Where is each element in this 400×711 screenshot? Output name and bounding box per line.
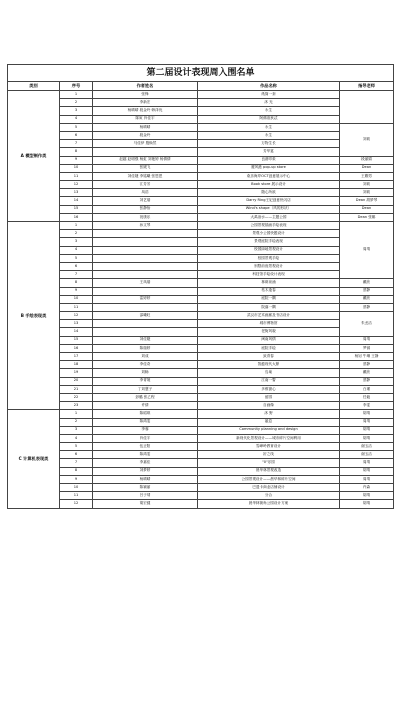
number-cell: 8 — [60, 467, 93, 475]
author-cell: 彭璐 张乙程 — [93, 393, 198, 401]
author-cell: 丁刘慧子 — [93, 385, 198, 393]
work-cell: 武汉市艺术画廊及书店设计 — [198, 312, 340, 320]
teacher-cell: 胡靖 — [340, 426, 394, 434]
author-cell: 雷婷婷 — [93, 295, 198, 303]
number-cell: 9 — [60, 156, 93, 164]
author-cell: 张媛飞 — [93, 164, 198, 172]
teacher-cell: 许森 — [340, 484, 394, 492]
number-cell: 2 — [60, 418, 93, 426]
work-cell: 随心所欲 — [198, 189, 340, 197]
table-row — [8, 426, 394, 434]
author-cell: 刘梦婷 — [93, 467, 198, 475]
table-row — [8, 418, 394, 426]
author-cell: 杨晴晴 — [93, 123, 198, 131]
table-row — [8, 295, 394, 303]
author-cell — [93, 271, 198, 279]
teacher-cell: 戴欣 — [340, 295, 394, 303]
number-cell: 15 — [60, 336, 93, 344]
work-cell: 大禹治水——主题公园 — [198, 213, 340, 221]
number-cell: 4 — [60, 434, 93, 442]
work-cell: 永生 — [198, 123, 340, 131]
teacher-cell: 周靖 — [340, 418, 394, 426]
work-cell: 沐 光 — [198, 99, 340, 107]
number-cell: 4 — [60, 246, 93, 254]
number-cell: 7 — [60, 140, 93, 148]
work-cell: Darry Ring王妃创意快闪店 — [198, 197, 340, 205]
table-row — [8, 377, 394, 385]
title-row — [8, 65, 394, 82]
teacher-cell: 胡靖 — [340, 492, 394, 500]
author-cell: 王凤瑞 — [93, 279, 198, 287]
table-row — [8, 492, 394, 500]
teacher-cell: 周靖 — [340, 336, 394, 344]
teacher-cell: 蔡静 — [340, 287, 394, 295]
number-cell: 16 — [60, 344, 93, 352]
number-cell: 5 — [60, 254, 93, 262]
author-cell: 刘艺瑞 — [93, 197, 198, 205]
work-cell: 多维窗心 — [198, 385, 340, 393]
work-cell: 岛巢 — [198, 369, 340, 377]
author-cell — [93, 320, 198, 328]
teacher-cell: 周靖 — [340, 222, 394, 279]
author-cell: 陈颖丽 — [93, 484, 198, 492]
table-row — [8, 443, 394, 451]
table-row — [8, 115, 394, 123]
teacher-cell: 胡靖 — [340, 410, 394, 418]
table-row — [8, 172, 394, 180]
teacher-cell: 胡靖 — [340, 467, 394, 475]
author-cell — [93, 287, 198, 295]
table-row — [8, 500, 394, 508]
teacher-cell: 周靖 — [340, 475, 394, 483]
author-cell — [93, 328, 198, 336]
table-row — [8, 189, 394, 197]
number-cell: 2 — [60, 99, 93, 107]
work-cell: 晨华林景观改造 — [198, 467, 340, 475]
work-cell: 闽南风情 — [198, 336, 340, 344]
number-cell: 3 — [60, 107, 93, 115]
work-cell: 雪峰岭教育设计 — [198, 443, 340, 451]
number-cell: 1 — [60, 91, 93, 99]
number-cell: 17 — [60, 353, 93, 361]
header-teacher: 指导老师 — [340, 82, 394, 91]
work-cell: 折之线 — [198, 451, 340, 459]
number-cell: 12 — [60, 181, 93, 189]
header-row — [8, 82, 394, 91]
author-cell: 胡宏健 — [93, 500, 198, 508]
teacher-cell: 蔡静 — [340, 361, 394, 369]
author-cell: 李蓉 — [93, 426, 198, 434]
table-row — [8, 197, 394, 205]
table-row — [8, 156, 394, 164]
teacher-cell: 李雯 — [340, 402, 394, 410]
table-row — [8, 213, 394, 221]
number-cell: 4 — [60, 115, 93, 123]
teacher-cell: 刘莉 — [340, 189, 394, 197]
table-row — [8, 99, 394, 107]
author-cell: 马佳伊 殷焕然 — [93, 140, 198, 148]
work-cell: 晨华林街角公园设计方案 — [198, 500, 340, 508]
work-cell: 别墅前庭景观设计 — [198, 262, 340, 270]
author-cell: 许倩 — [93, 402, 198, 410]
number-cell: 23 — [60, 402, 93, 410]
table-row — [8, 451, 394, 459]
table-row — [8, 344, 394, 352]
number-cell: 3 — [60, 238, 93, 246]
number-cell: 12 — [60, 312, 93, 320]
author-cell — [93, 238, 198, 246]
table-row — [8, 369, 394, 377]
table-row — [8, 262, 394, 270]
teacher-cell: 朱丢洁 — [340, 312, 394, 337]
number-cell: 12 — [60, 500, 93, 508]
work-cell: 庭院一隅 — [198, 295, 340, 303]
work-cell: 庭院手绘 — [198, 344, 340, 352]
teacher-cell: 蔡静 — [340, 377, 394, 385]
work-cell: 永生 — [198, 131, 340, 139]
teacher-cell: 王殿男 — [340, 172, 394, 180]
work-cell: 致青春 — [198, 353, 340, 361]
work-cell: Book store 展示设计 — [198, 181, 340, 189]
table-row — [8, 361, 394, 369]
author-cell: 李佳奇 — [93, 361, 198, 369]
table-row — [8, 279, 394, 287]
number-cell: 9 — [60, 475, 93, 483]
table-row — [8, 148, 394, 156]
work-cell: "0"乐园 — [198, 459, 340, 467]
number-cell: 7 — [60, 271, 93, 279]
number-cell: 11 — [60, 172, 93, 180]
number-cell: 13 — [60, 189, 93, 197]
number-cell: 10 — [60, 164, 93, 172]
author-cell: 李青境 — [93, 377, 198, 385]
number-cell: 14 — [60, 328, 93, 336]
work-cell: 阿佛洛狄忒 — [198, 115, 340, 123]
category-cell: C 计算机表现类 — [8, 410, 60, 508]
shortlist-document — [7, 64, 393, 509]
teacher-cell: Dean — [340, 164, 394, 172]
work-cell: 万物生长 — [198, 140, 340, 148]
teacher-cell: 周靖 — [340, 459, 394, 467]
number-cell: 15 — [60, 205, 93, 213]
author-cell: 孙文琴 — [93, 222, 198, 230]
shortlist-table — [7, 64, 394, 509]
table-row — [8, 484, 394, 492]
author-cell: 陈鸿雯 — [93, 418, 198, 426]
table-row — [8, 434, 394, 442]
author-cell — [93, 303, 198, 311]
table-row — [8, 238, 394, 246]
author-cell: 李嘉佳 — [93, 459, 198, 467]
table-row — [8, 271, 394, 279]
work-cell: 江南一瞥 — [198, 377, 340, 385]
number-cell: 1 — [60, 222, 93, 230]
number-cell: 6 — [60, 451, 93, 459]
author-cell — [93, 230, 198, 238]
table-row — [8, 475, 394, 483]
table-row — [8, 287, 394, 295]
table-row — [8, 131, 394, 139]
author-cell: 李新宏 — [93, 99, 198, 107]
category-cell: B 手绘表现类 — [8, 222, 60, 410]
table-body — [8, 91, 394, 509]
table-row — [8, 91, 394, 99]
author-cell: 伍正阳 — [93, 443, 198, 451]
teacher-cell: 戴欣 — [340, 279, 394, 287]
work-cell: 景观庭院手绘表现 — [198, 238, 340, 246]
work-cell: 智蕴现代大厦 — [198, 361, 340, 369]
table-row — [8, 328, 394, 336]
table-row — [8, 467, 394, 475]
teacher-cell: 杨钊 牛琳 王静 — [340, 353, 394, 361]
author-cell: 陈鸿雯 — [93, 451, 198, 459]
number-cell: 11 — [60, 303, 93, 311]
author-cell: 刘畅 — [93, 369, 198, 377]
author-cell: 陈寅 肖佳宇 — [93, 115, 198, 123]
work-cell: 校园绿地景观设计 — [198, 246, 340, 254]
number-cell: 8 — [60, 279, 93, 287]
work-cell: 老街风貌 — [198, 328, 340, 336]
author-cell: 杨晴晴 段金玲 韩泽优 — [93, 107, 198, 115]
author-cell: 江芳芳 — [93, 181, 198, 189]
work-cell: 芳华宴 — [198, 148, 340, 156]
teacher-cell: 段丽娟 — [340, 156, 394, 164]
header-work: 作品名称 — [198, 82, 340, 91]
work-cell: 永生 — [198, 107, 340, 115]
author-cell: 肖佳宇 — [93, 434, 198, 442]
number-cell: 11 — [60, 492, 93, 500]
table-row — [8, 385, 394, 393]
number-cell: 8 — [60, 148, 93, 156]
table-row — [8, 164, 394, 172]
author-cell: 陈瑞婷 — [93, 344, 198, 352]
work-cell: 景观小公园快题设计 — [198, 230, 340, 238]
work-cell: 公园景观设计——晨华林碎片空间 — [198, 475, 340, 483]
author-cell: 陈昭琪 — [93, 410, 198, 418]
number-cell: 5 — [60, 123, 93, 131]
work-cell: 巴遗卡商业店铺设计 — [198, 484, 340, 492]
work-cell: 林荫泉涌 — [198, 279, 340, 287]
work-cell: 院落一隅 — [198, 303, 340, 311]
number-cell: 6 — [60, 131, 93, 139]
work-cell: Wind's shape（风的形状） — [198, 205, 340, 213]
table-row — [8, 393, 394, 401]
number-cell: 21 — [60, 385, 93, 393]
table-row — [8, 222, 394, 230]
teacher-cell: Dean — [340, 205, 394, 213]
work-cell: 分合 — [198, 492, 340, 500]
teacher-cell: 谢玉洁 — [340, 451, 394, 459]
table-row — [8, 205, 394, 213]
work-cell: 城市博物馆 — [198, 320, 340, 328]
teacher-cell: 刘莉 — [340, 123, 394, 156]
header-number: 序号 — [60, 82, 93, 91]
category-cell: A 模型制作类 — [8, 91, 60, 222]
author-cell — [93, 254, 198, 262]
table-row — [8, 140, 394, 148]
work-cell: 新现代化景观设计——城市碎片空间利用 — [198, 434, 340, 442]
table-row — [8, 353, 394, 361]
work-cell: 沐 野 — [198, 410, 340, 418]
number-cell: 14 — [60, 197, 93, 205]
author-cell: 凤浩 — [93, 189, 198, 197]
author-cell: 刘佳婕 李铭曦 张恩恩 — [93, 172, 198, 180]
teacher-cell: Dean 胡梦琴 — [340, 197, 394, 205]
work-cell: 枯木逢春 — [198, 287, 340, 295]
work-cell: 良渚印象 — [198, 156, 340, 164]
number-cell: 6 — [60, 262, 93, 270]
number-cell: 18 — [60, 361, 93, 369]
table-row — [8, 123, 394, 131]
number-cell: 22 — [60, 393, 93, 401]
teacher-cell — [340, 91, 394, 124]
teacher-cell: 胡靖 — [340, 434, 394, 442]
number-cell: 13 — [60, 320, 93, 328]
number-cell: 10 — [60, 295, 93, 303]
teacher-cell: 刘莉 — [340, 181, 394, 189]
teacher-cell: 胡靖 — [340, 500, 394, 508]
table-row — [8, 246, 394, 254]
author-cell: 赵越 赵明强 杨虹 刘艳婷 杨倩倩 — [93, 156, 198, 164]
work-cell: 纸筒一套 — [198, 91, 340, 99]
teacher-cell: 戴欣 — [340, 369, 394, 377]
author-cell: 张静怡 — [93, 205, 198, 213]
author-cell: 杨晴晴 — [93, 475, 198, 483]
author-cell: 段金玲 — [93, 131, 198, 139]
work-cell: Community planning and design — [198, 426, 340, 434]
table-row — [8, 312, 394, 320]
number-cell: 20 — [60, 377, 93, 385]
author-cell — [93, 246, 198, 254]
table-row — [8, 303, 394, 311]
table-row — [8, 459, 394, 467]
author-cell: 吕子靖 — [93, 492, 198, 500]
number-cell: 7 — [60, 459, 93, 467]
number-cell: 16 — [60, 213, 93, 221]
author-cell: 刘佳婕 — [93, 336, 198, 344]
number-cell: 1 — [60, 410, 93, 418]
author-cell — [93, 262, 198, 270]
work-cell: 悬息 — [198, 418, 340, 426]
work-cell: 科技馆手绘设计表现 — [198, 271, 340, 279]
document-title: 第二届设计表现周入围名单 — [8, 65, 394, 82]
work-cell: 欢乐海岸OCT创意展示中心 — [198, 172, 340, 180]
work-cell: 校园景观手绘 — [198, 254, 340, 262]
author-cell: 祝康乐 — [93, 213, 198, 221]
teacher-cell: 谢玉洁 — [340, 443, 394, 451]
number-cell: 3 — [60, 426, 93, 434]
work-cell: 公园景观插画手绘表现 — [198, 222, 340, 230]
number-cell: 5 — [60, 443, 93, 451]
teacher-cell: 白瑾 — [340, 385, 394, 393]
table-row — [8, 320, 394, 328]
table-row — [8, 402, 394, 410]
teacher-cell: Dean 张娜 — [340, 213, 394, 221]
author-cell: 刘成 — [93, 353, 198, 361]
number-cell: 19 — [60, 369, 93, 377]
number-cell: 9 — [60, 287, 93, 295]
work-cell: 自画像 — [198, 402, 340, 410]
author-cell: 张锋 — [93, 91, 198, 99]
number-cell: 10 — [60, 484, 93, 492]
header-category: 类别 — [8, 82, 60, 91]
teacher-cell: 任毅 — [340, 393, 394, 401]
table-row — [8, 410, 394, 418]
teacher-cell: 罗铖 — [340, 344, 394, 352]
number-cell: 2 — [60, 230, 93, 238]
table-row — [8, 254, 394, 262]
work-cell: 留园 — [198, 393, 340, 401]
teacher-cell: 蔡静 — [340, 303, 394, 311]
author-cell: 邵曦旺 — [93, 312, 198, 320]
table-row — [8, 336, 394, 344]
table-row — [8, 107, 394, 115]
table-row — [8, 181, 394, 189]
table-row — [8, 230, 394, 238]
work-cell: 避风港 pop-up store — [198, 164, 340, 172]
header-author: 作者姓名 — [93, 82, 198, 91]
author-cell — [93, 148, 198, 156]
